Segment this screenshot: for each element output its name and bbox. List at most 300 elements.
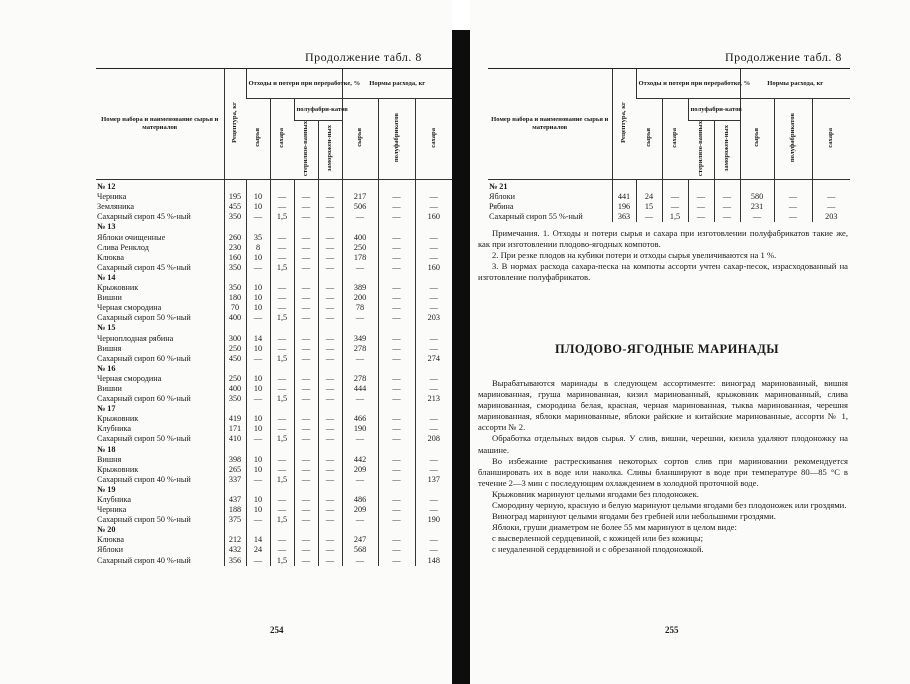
cell-n-syrye — [342, 364, 378, 374]
cell-zamor: — — [714, 202, 740, 212]
cell-recipe — [224, 364, 246, 374]
cell-steril: — — [688, 192, 714, 202]
cell-n-sahara — [415, 525, 452, 535]
item-name: Сахарный сироп 55 %-ный — [489, 212, 583, 222]
cell-syrye: 10 — [246, 465, 270, 475]
cell-recipe: 337 — [224, 475, 246, 485]
note-3: 3. В нормах расхода сахара-песка на компоты ассорти учтен сахар-песок, израсходованный на изготовление полуфабрикатов. — [478, 261, 848, 282]
cell-recipe: 250 — [224, 344, 246, 354]
header-semi-group: полуфабри-катов — [688, 99, 740, 121]
cell-n-syrye: 486 — [342, 495, 378, 505]
cell-syrye: 14 — [246, 333, 270, 343]
item-name: Крыжовник — [97, 464, 139, 474]
cell-sahara: 1,5 — [270, 475, 294, 485]
cell-sahara: — — [270, 495, 294, 505]
table-row — [96, 495, 452, 505]
cell-recipe — [224, 323, 246, 333]
cell-n-sahara: — — [415, 414, 452, 424]
right-page — [470, 0, 910, 684]
cell-n-sahara: 190 — [415, 515, 452, 525]
cell-n-sahara: — — [415, 505, 452, 515]
table-row — [96, 545, 452, 555]
cell-recipe — [224, 273, 246, 283]
cell-syrye: — — [246, 515, 270, 525]
cell-recipe: 400 — [224, 384, 246, 394]
cell-n-syrye: — — [342, 212, 378, 222]
cell-recipe — [224, 485, 246, 495]
continuation-title-left: Продолжение табл. 8 — [305, 50, 422, 64]
header-name-col: Номер набора и наименование сырья и материалов — [488, 69, 612, 180]
header-col-zamor: заморожен-ных — [714, 121, 740, 180]
cell-recipe: 230 — [224, 243, 246, 253]
cell-n-pf: — — [378, 545, 415, 555]
item-name: Клубника — [97, 495, 131, 505]
table-row — [488, 192, 850, 202]
cell-steril: — — [294, 475, 318, 485]
cell-n-syrye: — — [342, 313, 378, 323]
table-row — [488, 202, 850, 212]
item-name: Сахарный сироп 60 %-ный — [97, 394, 191, 404]
header-col-sahara: сахара — [662, 99, 688, 180]
cell-zamor: — — [318, 455, 342, 465]
header-col-syrye: сырья — [246, 99, 270, 180]
cell-steril — [294, 485, 318, 495]
cell-recipe — [224, 180, 246, 193]
cell-zamor: — — [318, 384, 342, 394]
cell-steril: — — [294, 394, 318, 404]
cell-n-syrye: 209 — [342, 505, 378, 515]
cell-n-pf: — — [378, 424, 415, 434]
cell-sahara: 1,5 — [270, 434, 294, 444]
table-group-row — [96, 485, 452, 495]
cell-n-sahara — [415, 364, 452, 374]
cell-n-pf — [378, 222, 415, 232]
cell-n-syrye — [342, 323, 378, 333]
cell-zamor: — — [318, 545, 342, 555]
item-name: Слива Ренклод — [97, 242, 149, 252]
cell-sahara: 1,5 — [270, 263, 294, 273]
cell-n-syrye: 568 — [342, 545, 378, 555]
cell-zamor: — — [318, 303, 342, 313]
table-group-row — [96, 525, 452, 535]
cell-n-sahara: — — [415, 465, 452, 475]
cell-syrye: — — [246, 212, 270, 222]
cell-steril — [294, 364, 318, 374]
cell-n-syrye: — — [342, 263, 378, 273]
paragraph: Крыжовник маринуют целыми ягодами без плодоножек. — [492, 488, 699, 499]
cell-steril — [294, 180, 318, 193]
item-name: Сахарный сироп 60 %-ный — [97, 353, 191, 363]
group-number: № 19 — [97, 484, 116, 494]
table-group-row — [96, 323, 452, 333]
cell-steril: — — [294, 333, 318, 343]
cell-n-pf: — — [378, 293, 415, 303]
cell-syrye: 10 — [246, 384, 270, 394]
cell-sahara — [662, 180, 688, 193]
table-group-row — [96, 273, 452, 283]
table-row — [96, 212, 452, 222]
table-group-row — [96, 180, 452, 193]
cell-n-syrye — [342, 404, 378, 414]
cell-syrye — [246, 525, 270, 535]
cell-recipe — [224, 445, 246, 455]
table-header — [488, 69, 850, 180]
cell-n-sahara — [415, 404, 452, 414]
cell-recipe — [224, 404, 246, 414]
cell-zamor: — — [318, 212, 342, 222]
cell-steril: — — [294, 495, 318, 505]
item-name: Сахарный сироп 50 %-ный — [97, 313, 191, 323]
table-row — [488, 212, 850, 222]
cell-steril — [294, 273, 318, 283]
cell-sahara: — — [270, 293, 294, 303]
cell-steril: — — [294, 465, 318, 475]
cell-n-syrye: 506 — [342, 202, 378, 212]
header-name-col: Номер набора и наименование сырья и материалов — [96, 69, 224, 180]
cell-n-sahara: 208 — [415, 434, 452, 444]
cell-zamor — [318, 323, 342, 333]
header-col-steril: стерилизо-ванных — [294, 121, 318, 180]
cell-n-sahara: — — [415, 495, 452, 505]
cell-n-syrye: 444 — [342, 384, 378, 394]
cell-steril: — — [294, 233, 318, 243]
cell-n-sahara: — — [415, 253, 452, 263]
paragraph: Яблоки, груши диаметром не более 55 мм маринуют в целом виде: — [492, 522, 737, 533]
header-recipe-col: Рецептура, кг — [612, 69, 636, 180]
cell-syrye: — — [246, 394, 270, 404]
cell-zamor: — — [318, 475, 342, 485]
cell-n-syrye — [342, 222, 378, 232]
table-row — [96, 394, 452, 404]
cell-syrye: — — [246, 434, 270, 444]
cell-n-sahara — [415, 323, 452, 333]
cell-sahara: 1,5 — [662, 212, 688, 222]
cell-zamor: — — [318, 202, 342, 212]
table-row — [96, 475, 452, 485]
cell-zamor: — — [318, 505, 342, 515]
item-name: Рябина — [489, 202, 514, 212]
cell-recipe: 350 — [224, 263, 246, 273]
cell-syrye: 10 — [246, 202, 270, 212]
cell-syrye: — — [246, 354, 270, 364]
cell-steril: — — [294, 455, 318, 465]
cell-zamor: — — [318, 374, 342, 384]
cell-recipe: 188 — [224, 505, 246, 515]
table-group-row — [488, 180, 850, 193]
cell-syrye — [246, 445, 270, 455]
table-group-row — [96, 222, 452, 232]
cell-n-pf: — — [378, 212, 415, 222]
cell-n-sahara: — — [415, 303, 452, 313]
cell-n-pf: — — [378, 354, 415, 364]
table-row — [96, 505, 452, 515]
cell-zamor: — — [318, 333, 342, 343]
cell-n-sahara: — — [415, 374, 452, 384]
cell-syrye: 10 — [246, 344, 270, 354]
group-number: № 13 — [97, 222, 116, 232]
cell-steril: — — [294, 212, 318, 222]
cell-zamor: — — [318, 535, 342, 545]
cell-n-syrye: 200 — [342, 293, 378, 303]
cell-n-sahara: — — [812, 192, 850, 202]
cell-sahara: — — [270, 535, 294, 545]
cell-n-syrye: — — [342, 475, 378, 485]
paragraph: Во избежание растрескивания некоторых сортов слив при мариновании рекомендуется бланшировать их в воде или наколка. Сливы бланшируют в воде при температуре 80—85 °С в течение 2—3 мин с последующим охлаждением в холодной проточной воде. — [478, 455, 848, 488]
cell-n-syrye — [342, 445, 378, 455]
cell-zamor — [318, 364, 342, 374]
paragraph: Смородину черную, красную и белую маринуют целыми ягодами без плодоножек или гроздями. — [492, 500, 847, 511]
cell-steril: — — [294, 414, 318, 424]
page-number-left: 254 — [270, 625, 284, 635]
cell-n-sahara: — — [415, 243, 452, 253]
cell-sahara: — — [270, 253, 294, 263]
cell-syrye — [246, 404, 270, 414]
cell-syrye — [636, 180, 662, 193]
header-norms-group: Нормы расхода, кг — [342, 69, 452, 99]
cell-n-pf: — — [378, 202, 415, 212]
cell-recipe: 356 — [224, 556, 246, 566]
cell-zamor: — — [318, 253, 342, 263]
cell-sahara: — — [270, 374, 294, 384]
group-number: № 16 — [97, 363, 116, 373]
cell-sahara — [270, 180, 294, 193]
item-name: Яблоки — [489, 192, 515, 202]
cell-n-syrye: 389 — [342, 283, 378, 293]
cell-sahara — [270, 222, 294, 232]
cell-syrye: 24 — [636, 192, 662, 202]
table-row — [96, 233, 452, 243]
note-2: 2. При резке плодов на кубики потери и отходы сырья увеличиваются на 1 %. — [492, 250, 777, 260]
cell-sahara — [270, 273, 294, 283]
cell-n-syrye: 209 — [342, 465, 378, 475]
table-body-right — [488, 180, 850, 223]
cell-recipe: 410 — [224, 434, 246, 444]
cell-syrye: 14 — [246, 535, 270, 545]
cell-n-pf: — — [378, 283, 415, 293]
group-number: № 20 — [97, 525, 116, 535]
cell-n-pf: — — [378, 515, 415, 525]
cell-n-sahara: 203 — [415, 313, 452, 323]
table-group-row — [96, 364, 452, 374]
cell-syrye: 10 — [246, 303, 270, 313]
table-group-row — [96, 445, 452, 455]
header-col-zamor: заморожен-ных — [318, 121, 342, 180]
cell-n-syrye: — — [342, 394, 378, 404]
cell-steril: — — [294, 303, 318, 313]
item-name: Клюква — [97, 535, 125, 545]
cell-sahara: 1,5 — [270, 354, 294, 364]
header-col-n-pf: полуфабрикатов — [774, 99, 812, 180]
cell-zamor: — — [318, 495, 342, 505]
cell-n-sahara — [415, 485, 452, 495]
cell-n-syrye: 349 — [342, 333, 378, 343]
cell-zamor: — — [318, 344, 342, 354]
item-name: Вишни — [97, 293, 122, 303]
cell-sahara — [270, 445, 294, 455]
cell-sahara — [270, 364, 294, 374]
cell-recipe: 300 — [224, 333, 246, 343]
cell-n-pf: — — [378, 303, 415, 313]
cell-recipe: 400 — [224, 313, 246, 323]
table-row — [96, 455, 452, 465]
cell-syrye: — — [246, 313, 270, 323]
cell-n-syrye: 247 — [342, 535, 378, 545]
cell-n-pf — [378, 364, 415, 374]
cell-sahara: 1,5 — [270, 212, 294, 222]
table-header — [96, 69, 452, 180]
cell-steril: — — [294, 192, 318, 202]
cell-n-pf: — — [378, 556, 415, 566]
table-left — [96, 68, 452, 566]
cell-steril — [294, 222, 318, 232]
item-name: Черника — [97, 505, 127, 515]
table-row — [96, 202, 452, 212]
table-row — [96, 434, 452, 444]
cell-zamor — [318, 222, 342, 232]
table-row — [96, 556, 452, 566]
cell-zamor: — — [318, 414, 342, 424]
cell-zamor: — — [318, 434, 342, 444]
cell-syrye: 10 — [246, 253, 270, 263]
cell-n-syrye — [342, 525, 378, 535]
table-notes — [478, 228, 848, 283]
table-row — [96, 384, 452, 394]
cell-steril — [294, 445, 318, 455]
cell-n-sahara: 274 — [415, 354, 452, 364]
cell-n-sahara: — — [415, 545, 452, 555]
cell-sahara — [270, 323, 294, 333]
group-number: № 21 — [489, 182, 508, 192]
cell-sahara: — — [270, 455, 294, 465]
table-row — [96, 354, 452, 364]
cell-n-pf: — — [378, 344, 415, 354]
cell-syrye — [246, 485, 270, 495]
cell-steril: — — [294, 374, 318, 384]
cell-n-sahara — [812, 180, 850, 193]
cell-syrye: — — [246, 475, 270, 485]
cell-n-pf: — — [378, 243, 415, 253]
cell-steril — [688, 180, 714, 193]
cell-n-pf: — — [378, 333, 415, 343]
table-row — [96, 283, 452, 293]
left-page — [0, 0, 452, 684]
cell-n-pf: — — [378, 313, 415, 323]
table-group-row — [96, 404, 452, 414]
cell-zamor: — — [318, 424, 342, 434]
item-name: Яблоки очищенные — [97, 232, 166, 242]
cell-n-pf: — — [378, 384, 415, 394]
header-col-n-sahara: сахара — [812, 99, 850, 180]
cell-recipe — [224, 525, 246, 535]
item-name: Черная смородина — [97, 303, 162, 313]
cell-sahara: 1,5 — [270, 394, 294, 404]
cell-syrye: — — [636, 212, 662, 222]
header-col-n-syrye: сырья — [740, 99, 774, 180]
cell-sahara: — — [270, 303, 294, 313]
cell-zamor — [318, 485, 342, 495]
group-number: № 18 — [97, 444, 116, 454]
cell-n-syrye: 178 — [342, 253, 378, 263]
cell-recipe — [612, 180, 636, 193]
cell-n-pf — [378, 273, 415, 283]
cell-n-sahara — [415, 180, 452, 193]
cell-n-pf — [378, 323, 415, 333]
cell-recipe: 455 — [224, 202, 246, 212]
cell-n-syrye: 278 — [342, 374, 378, 384]
cell-n-syrye: — — [342, 354, 378, 364]
item-name: Крыжовник — [97, 414, 139, 424]
cell-syrye: 10 — [246, 283, 270, 293]
cell-recipe: 70 — [224, 303, 246, 313]
table-row — [96, 263, 452, 273]
item-name: Сахарный сироп 45 %-ный — [97, 212, 191, 222]
cell-n-pf: — — [378, 263, 415, 273]
cell-n-syrye: 278 — [342, 344, 378, 354]
cell-sahara: 1,5 — [270, 313, 294, 323]
cell-recipe: 195 — [224, 192, 246, 202]
cell-sahara: — — [270, 545, 294, 555]
cell-n-sahara — [415, 273, 452, 283]
cell-n-syrye: 442 — [342, 455, 378, 465]
cell-n-pf: — — [774, 202, 812, 212]
cell-sahara — [270, 525, 294, 535]
cell-n-sahara: — — [415, 233, 452, 243]
cell-syrye: 10 — [246, 455, 270, 465]
table-row — [96, 535, 452, 545]
cell-recipe: 250 — [224, 374, 246, 384]
cell-steril: — — [294, 535, 318, 545]
header-col-n-pf: полуфабрикатов — [378, 99, 415, 180]
item-name: Земляника — [97, 202, 135, 212]
item-name: Черная смородина — [97, 373, 162, 383]
cell-zamor: — — [318, 293, 342, 303]
cell-syrye: 35 — [246, 233, 270, 243]
cell-n-pf: — — [774, 192, 812, 202]
paragraph: с высверленной сердцевиной, с кожицей или без кожицы; — [492, 533, 704, 544]
cell-n-sahara — [415, 445, 452, 455]
cell-zamor: — — [318, 243, 342, 253]
cell-syrye: 10 — [246, 293, 270, 303]
cell-zamor: — — [714, 212, 740, 222]
cell-syrye: 8 — [246, 243, 270, 253]
cell-steril: — — [294, 556, 318, 566]
table-row — [96, 344, 452, 354]
cell-n-syrye: 250 — [342, 243, 378, 253]
cell-n-sahara: — — [415, 192, 452, 202]
cell-n-syrye: — — [740, 212, 774, 222]
cell-n-pf: — — [378, 434, 415, 444]
cell-syrye — [246, 364, 270, 374]
item-name: Сахарный сироп 50 %-ный — [97, 434, 191, 444]
cell-n-sahara: 137 — [415, 475, 452, 485]
table-row — [96, 414, 452, 424]
cell-recipe: 196 — [612, 202, 636, 212]
cell-zamor — [318, 404, 342, 414]
cell-syrye: 10 — [246, 495, 270, 505]
cell-n-syrye: 190 — [342, 424, 378, 434]
cell-sahara: — — [662, 192, 688, 202]
cell-n-pf — [378, 180, 415, 193]
cell-recipe: 441 — [612, 192, 636, 202]
cell-syrye: 10 — [246, 374, 270, 384]
note-1: Примечания. 1. Отходы и потери сырья и сахара при изготовлении полуфабрикатов такие же, как при изготовлении плодово-ягодных компотов. — [478, 228, 848, 249]
section-body — [478, 378, 848, 556]
cell-steril: — — [294, 424, 318, 434]
item-name: Сахарный сироп 40 %-ный — [97, 474, 191, 484]
cell-syrye: — — [246, 263, 270, 273]
item-name: Сахарный сироп 40 %-ный — [97, 555, 191, 565]
item-name: Вишня — [97, 343, 122, 353]
